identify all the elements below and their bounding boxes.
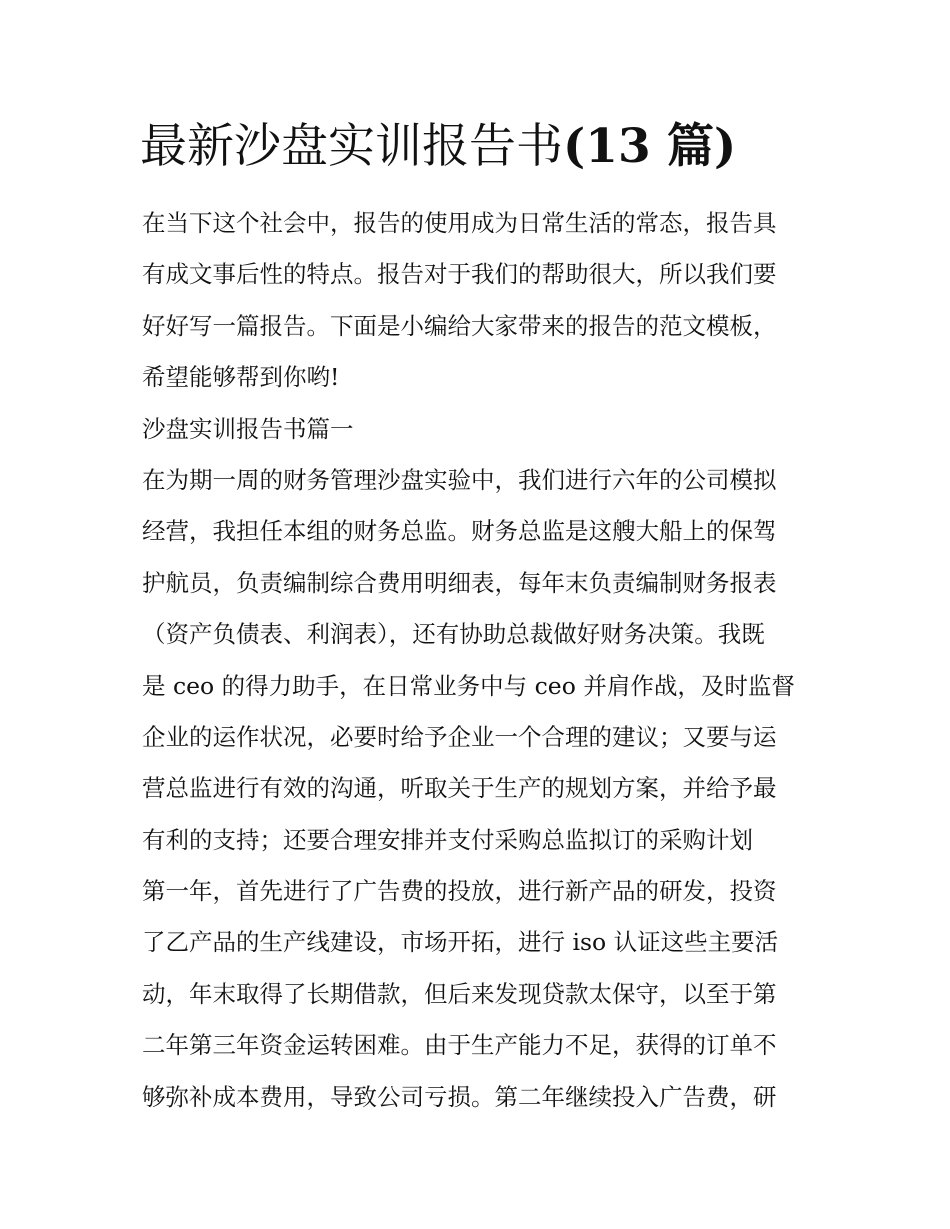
paragraph-line: 是 ceo 的得力助手，在日常业务中与 ceo 并肩作战，及时监督 <box>142 671 795 700</box>
paragraph-line: 在为期一周的财务管理沙盘实验中，我们进行六年的公司模拟 <box>142 465 777 494</box>
paragraph-line: 够弥补成本费用，导致公司亏损。第二年继续投入广告费，研 <box>142 1082 777 1111</box>
document-body <box>142 198 822 1123</box>
document-title <box>140 116 840 178</box>
title-main: 最新沙盘实训报告书 <box>140 119 563 174</box>
title-suffix: (13 篇) <box>563 119 737 174</box>
paragraph-line: 经营，我担任本组的财务总监。财务总监是这艘大船上的保驾 <box>142 517 777 546</box>
paragraph-line: 二年第三年资金运转困难。由于生产能力不足，获得的订单不 <box>142 1031 777 1060</box>
paragraph-line: （资产负债表、利润表），还有协助总裁做好财务决策。我既 <box>142 620 765 649</box>
paragraph-line: 营总监进行有效的沟通，听取关于生产的规划方案，并给予最 <box>142 774 777 803</box>
section-heading: 沙盘实训报告书篇一 <box>142 414 354 443</box>
paragraph-line: 企业的运作状况，必要时给予企业一个合理的建议；又要与运 <box>142 722 777 751</box>
paragraph-line: 希望能够帮到你哟! <box>142 363 340 392</box>
paragraph-line: 了乙产品的生产线建设，市场开拓，进行 iso 认证这些主要活 <box>142 928 779 957</box>
paragraph-line: 有成文事后性的特点。报告对于我们的帮助很大，所以我们要 <box>142 260 777 289</box>
paragraph-line: 动，年末取得了长期借款，但后来发现贷款太保守，以至于第 <box>142 979 777 1008</box>
paragraph-line: 在当下这个社会中，报告的使用成为日常生活的常态，报告具 <box>142 209 777 237</box>
paragraph-line: 第一年，首先进行了广告费的投放，进行新产品的研发，投资 <box>142 877 777 906</box>
paragraph-line: 有利的支持；还要合理安排并支付采购总监拟订的采购计划 <box>142 825 753 854</box>
paragraph-line: 好好写一篇报告。下面是小编给大家带来的报告的范文模板， <box>142 311 777 340</box>
paragraph-line: 护航员，负责编制综合费用明细表，每年末负责编制财务报表 <box>142 568 777 597</box>
